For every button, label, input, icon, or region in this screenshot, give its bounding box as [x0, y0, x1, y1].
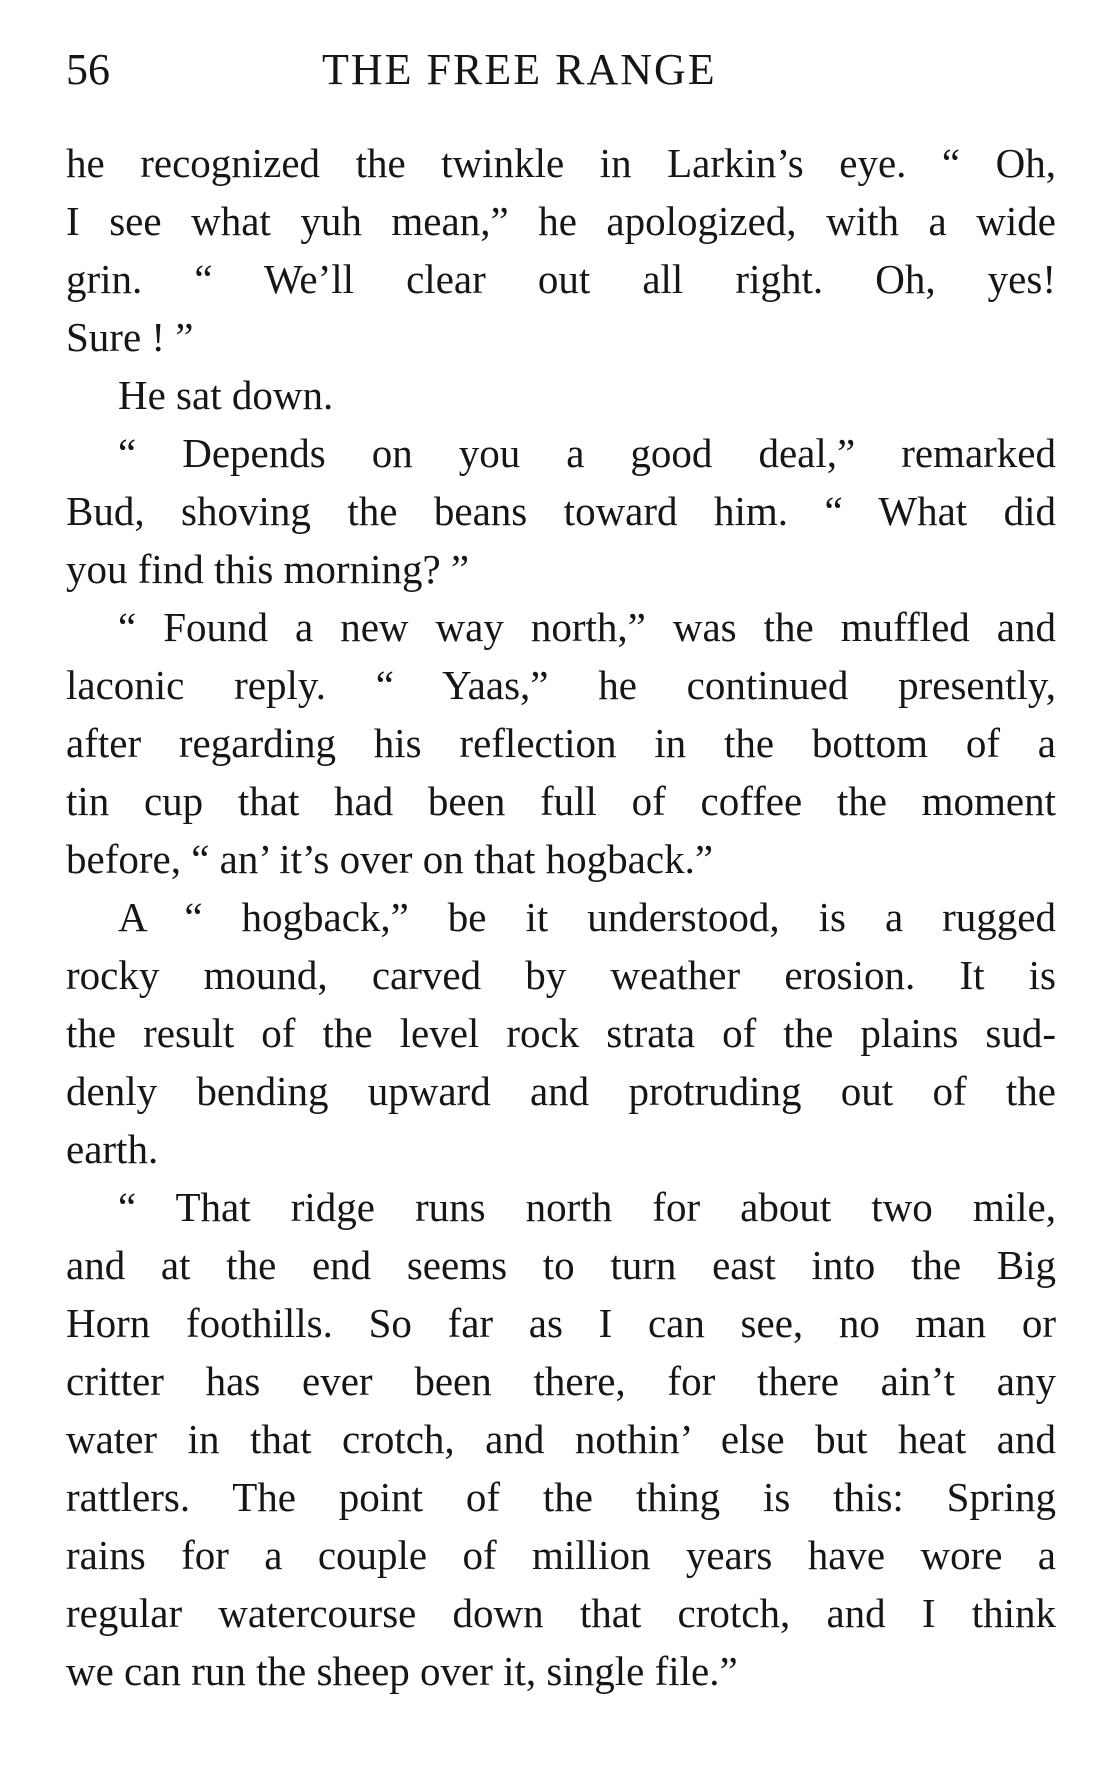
text-line: I see what yuh mean,” he apologized, with a wide: [66, 198, 1056, 244]
page-number: 56: [66, 45, 110, 94]
text-line: tin cup that had been full of coffee the moment: [66, 778, 1056, 824]
text-line: earth.: [66, 1126, 159, 1172]
text-line: you find this morning? ”: [66, 546, 470, 592]
text-line: rattlers. The point of the thing is this: Spring: [66, 1474, 1056, 1520]
text-line: the result of the level rock strata of the plains sud-: [66, 1010, 1056, 1056]
text-line: “ Depends on you a good deal,” remarked: [118, 430, 1056, 476]
text-line: Sure ! ”: [66, 314, 194, 360]
text-line: denly bending upward and protruding out of the: [66, 1068, 1056, 1114]
text-line: before, “ an’ it’s over on that hogback.”: [66, 836, 714, 882]
body-text: [66, 134, 1056, 1700]
text-line: and at the end seems to turn east into the Big: [66, 1242, 1056, 1288]
running-head: THE FREE RANGE: [322, 45, 717, 94]
text-line: laconic reply. “ Yaas,” he continued presently,: [66, 662, 1056, 708]
text-line: water in that crotch, and nothin’ else but heat and: [66, 1416, 1056, 1462]
text-line: “ That ridge runs north for about two mile,: [118, 1184, 1056, 1230]
text-line: rains for a couple of million years have wore a: [66, 1532, 1056, 1578]
text-line: he recognized the twinkle in Larkin’s eye. “ Oh,: [66, 140, 1056, 186]
text-line: we can run the sheep over it, single file.”: [66, 1648, 738, 1694]
text-line: Horn foothills. So far as I can see, no man or: [66, 1300, 1056, 1346]
text-line: Bud, shoving the beans toward him. “ What did: [66, 488, 1056, 534]
page-header: [66, 40, 1056, 100]
text-line: “ Found a new way north,” was the muffled and: [118, 604, 1056, 650]
text-line: critter has ever been there, for there ain’t any: [66, 1358, 1056, 1404]
text-line: after regarding his reflection in the bottom of a: [66, 720, 1056, 766]
text-line: grin. “ We’ll clear out all right. Oh, yes!: [66, 256, 1056, 302]
text-line: A “ hogback,” be it understood, is a rugged: [118, 894, 1056, 940]
text-line: rocky mound, carved by weather erosion. It is: [66, 952, 1056, 998]
text-line: regular watercourse down that crotch, and I think: [66, 1590, 1056, 1636]
text-line: He sat down.: [118, 372, 334, 418]
